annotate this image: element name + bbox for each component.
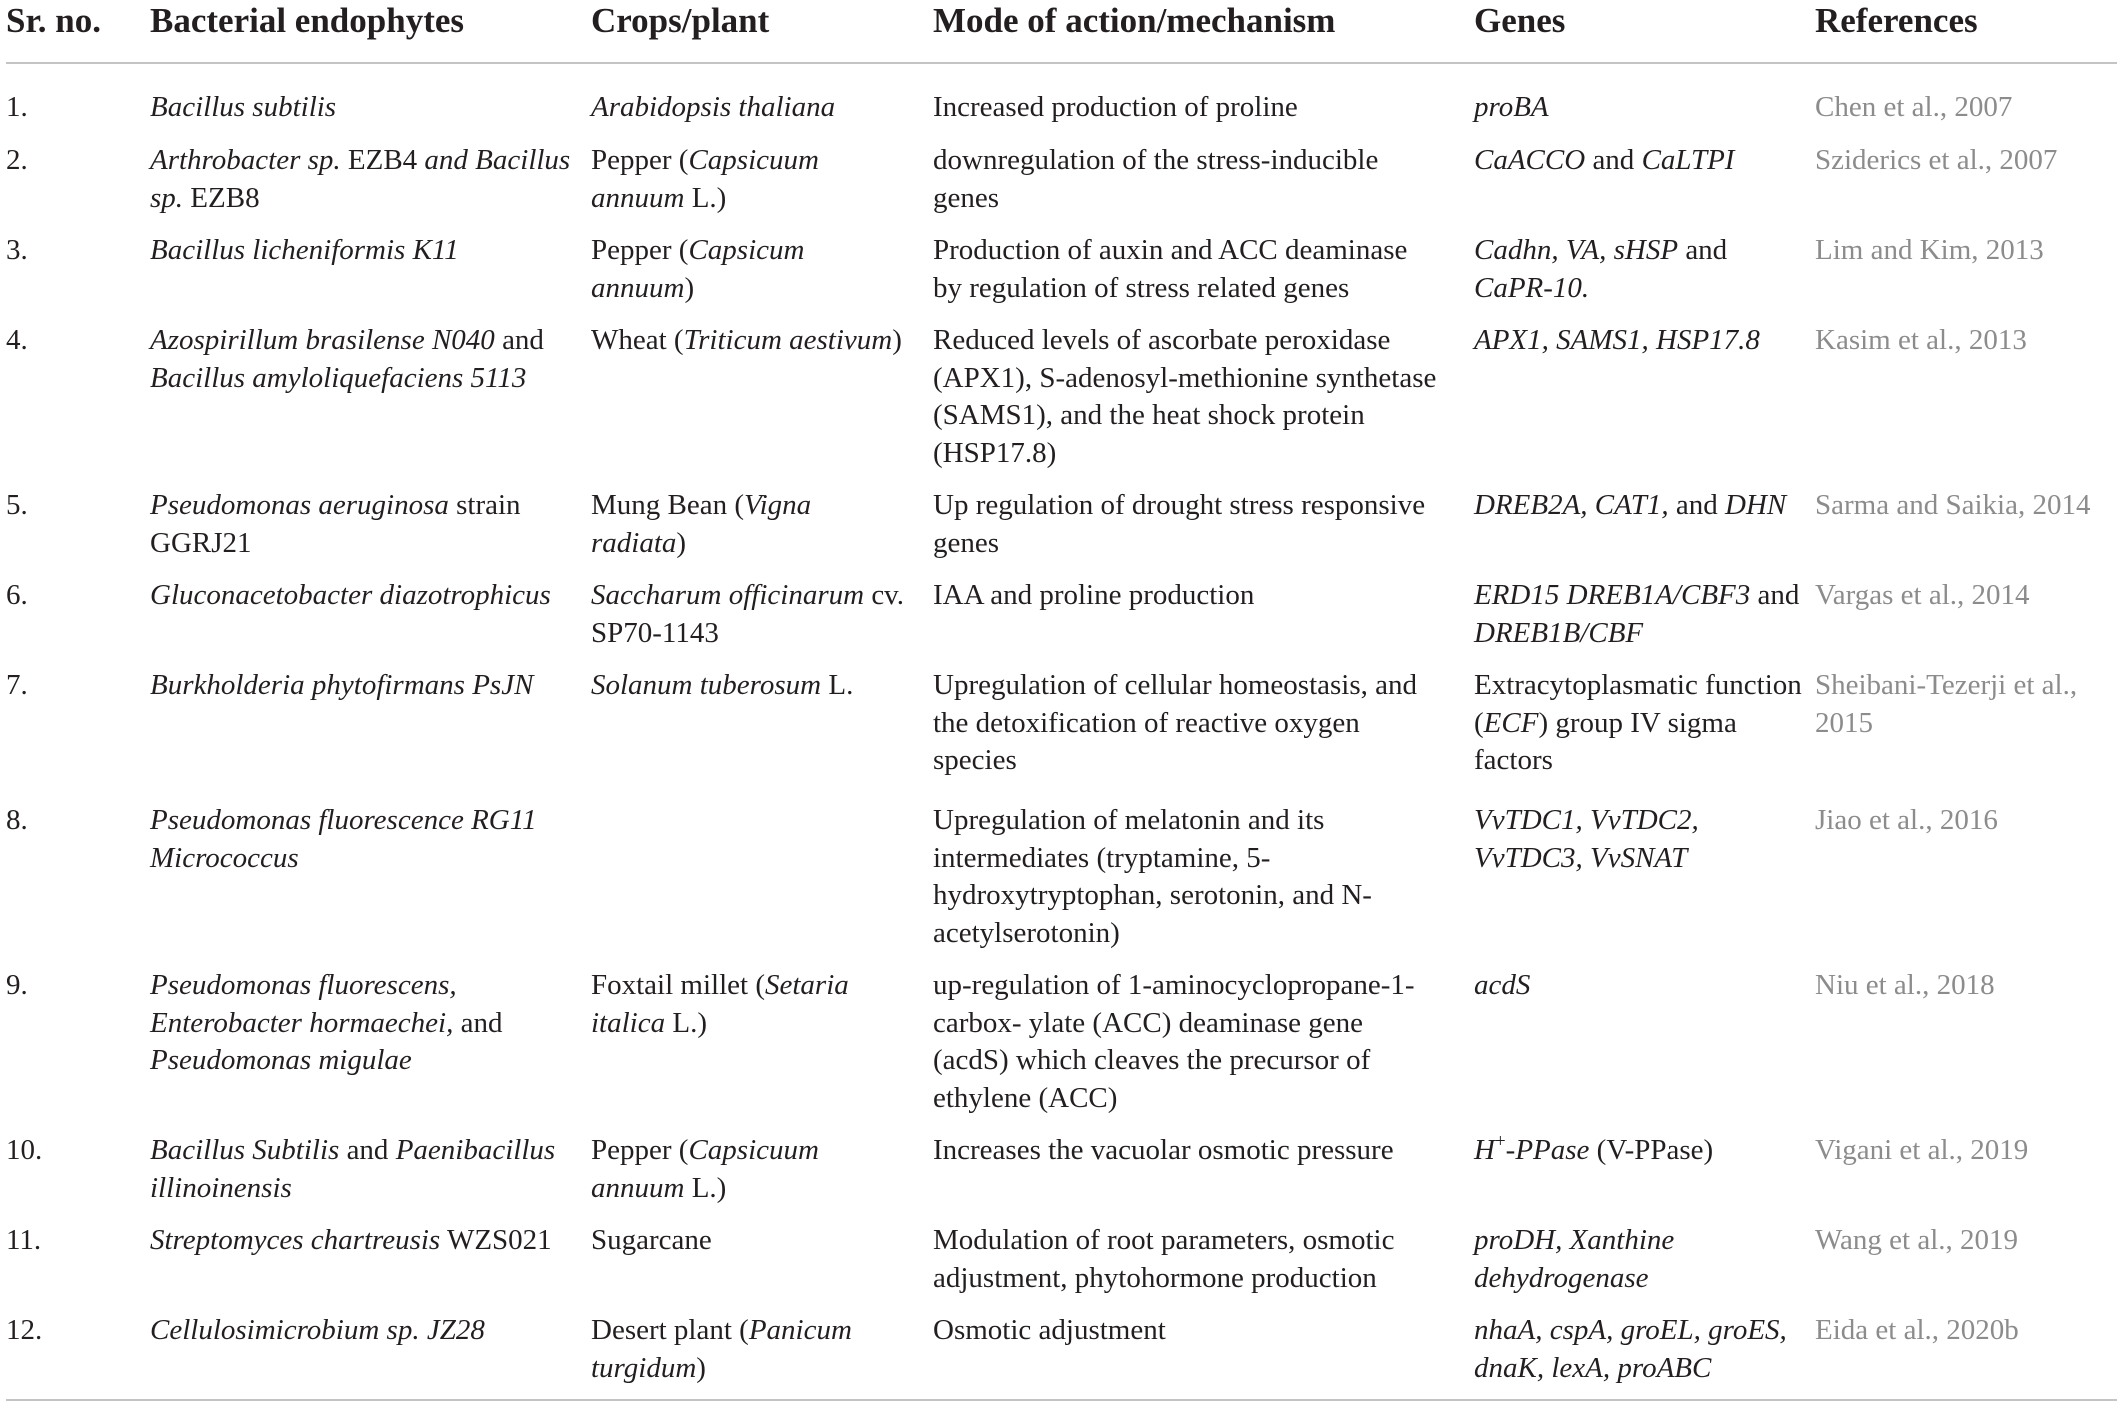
cell-mode-of-action <box>933 1132 1438 1170</box>
cell-text-segment: Bacillus licheniformis K11 <box>150 234 459 266</box>
header-genes: Genes <box>1474 1 1566 40</box>
cell-text-segment: ) <box>684 271 695 304</box>
cell-text-segment: CaPR-10. <box>1474 271 1590 304</box>
cell-text-segment: H <box>1474 1134 1495 1166</box>
cell-text-segment: Foxtail millet ( <box>591 969 765 1001</box>
cell-sr-no: 10. <box>6 1134 43 1166</box>
cell-reference: Vigani et al., 2019 <box>1815 1134 2029 1166</box>
cell-text-segment: Wheat ( <box>591 324 684 356</box>
cell-reference: Wang et al., 2019 <box>1815 1224 2019 1256</box>
cell-genes <box>1474 802 1804 877</box>
cell-mode-of-action <box>933 967 1438 1117</box>
cell-genes <box>1474 967 1804 1005</box>
cell-genes <box>1474 1222 1804 1297</box>
cell-text-segment: Burkholderia phytofirmans PsJN <box>150 669 534 701</box>
cell-sr-no: 8. <box>6 804 28 836</box>
cell-text-segment: ERD15 DREB1A/CBF3 <box>1474 579 1751 611</box>
cell-text-segment: L.) <box>684 181 727 214</box>
cell-text-segment: Pseudomonas aeruginosa <box>150 489 449 521</box>
cell-text-segment: Capsicuum annuum <box>591 144 819 214</box>
cell-sr-no: 4. <box>6 324 28 356</box>
cell-text-segment: IAA and proline production <box>933 579 1255 611</box>
cell-reference: Eida et al., 2020b <box>1815 1314 2019 1346</box>
cell-mode-of-action <box>933 667 1438 780</box>
cell-text-segment: L.) <box>665 1006 707 1039</box>
cell-bacterial-endophytes <box>150 487 580 562</box>
cell-text-segment: Azospirillum brasilense N040 <box>150 324 495 356</box>
cell-text-segment: CaACCO <box>1474 144 1586 176</box>
cell-reference: Vargas et al., 2014 <box>1815 579 2030 611</box>
cell-text-segment: Mung Bean ( <box>591 489 745 521</box>
cell-text-segment: strain GGRJ21 <box>150 489 521 559</box>
cell-text-segment: Solanum tuberosum <box>591 669 822 701</box>
cell-crop-plant <box>591 967 911 1042</box>
table-header <box>0 0 2117 62</box>
cell-reference: Kasim et al., 2013 <box>1815 324 2027 356</box>
cell-crop-plant <box>591 1132 911 1207</box>
cell-text-segment: Vigna radiata <box>591 489 812 559</box>
cell-text-segment: Extracytoplasmatic function ( <box>1474 669 1802 739</box>
cell-text-segment: Pepper ( <box>591 234 689 266</box>
cell-text-segment: Pepper ( <box>591 1134 689 1166</box>
cell-genes <box>1474 89 1804 127</box>
cell-text-segment: Increased production of proline <box>933 91 1298 123</box>
cell-text-segment: Up regulation of drought stress responsive genes <box>933 489 1426 559</box>
cell-sr-no: 11. <box>6 1224 42 1256</box>
cell-reference: Sarma and Saikia, 2014 <box>1815 489 2091 521</box>
cell-bacterial-endophytes <box>150 967 580 1080</box>
header-mode-of-action: Mode of action/mechanism <box>933 1 1336 40</box>
cell-text-segment: Capsicum annuum <box>591 234 805 304</box>
cell-sr-no: 6. <box>6 579 28 611</box>
cell-text-segment: Arthrobacter sp. <box>150 144 341 176</box>
cell-text-segment: Streptomyces chartreusis <box>150 1224 441 1256</box>
cell-reference: Lim and Kim, 2013 <box>1815 234 2044 266</box>
cell-text-segment: and <box>453 1006 503 1039</box>
cell-text-segment: Capsicuum annuum <box>591 1134 819 1204</box>
cell-mode-of-action <box>933 142 1438 217</box>
header-references: References <box>1815 1 1978 40</box>
cell-genes <box>1474 142 1804 180</box>
header-bacterial-endophytes: Bacterial endophytes <box>150 1 465 40</box>
cell-text-segment: downregulation of the stress-inducible genes <box>933 144 1379 214</box>
cell-genes <box>1474 322 1804 360</box>
cell-text-segment: Setaria italica <box>591 969 849 1039</box>
cell-text-segment: Saccharum officinarum <box>591 579 865 611</box>
header-rule <box>6 62 2117 64</box>
cell-genes <box>1474 667 1804 780</box>
cell-text-segment: EZB8 <box>183 181 260 214</box>
cell-text-segment: ) group IV sigma factors <box>1474 706 1737 776</box>
cell-text-segment: Paenibacillus illinoinensis <box>150 1134 556 1204</box>
cell-mode-of-action <box>933 802 1438 952</box>
cell-text-segment: Modulation of root parameters, osmotic adjustment, phytohormone production <box>933 1224 1395 1294</box>
cell-text-segment: and <box>1750 579 1800 611</box>
cell-text-segment: ) <box>696 1351 706 1384</box>
cell-mode-of-action <box>933 1222 1438 1297</box>
cell-bacterial-endophytes <box>150 577 580 615</box>
cell-text-segment: Bacillus subtilis <box>150 91 337 123</box>
cell-bacterial-endophytes <box>150 1312 580 1350</box>
cell-text-segment: Upregulation of cellular homeostasis, and the detoxification of reactive oxygen species <box>933 669 1418 776</box>
cell-sr-no: 5. <box>6 489 28 521</box>
cell-text-segment: Bacillus amyloliquefaciens 5113 <box>150 361 527 394</box>
cell-crop-plant <box>591 89 911 127</box>
cell-mode-of-action <box>933 322 1438 472</box>
cell-text-segment: Pepper ( <box>591 144 689 176</box>
cell-text-segment: and <box>1668 489 1726 521</box>
cell-text-segment: nhaA, cspA, groEL, groES, dnaK, lexA, proABC <box>1474 1314 1787 1384</box>
cell-reference: Jiao et al., 2016 <box>1815 804 1998 836</box>
cell-text-segment: + <box>1494 1131 1506 1152</box>
cell-genes <box>1474 1312 1804 1387</box>
cell-sr-no: 3. <box>6 234 28 266</box>
cell-text-segment: APX1, SAMS1, HSP17.8 <box>1474 324 1760 356</box>
cell-text-segment: DHN <box>1725 489 1787 521</box>
cell-bacterial-endophytes <box>150 802 580 877</box>
cell-genes <box>1474 1132 1804 1170</box>
cell-text-segment: DREB1B/CBF <box>1474 616 1644 649</box>
cell-text-segment: CaLTPI <box>1641 144 1735 176</box>
cell-genes <box>1474 487 1804 525</box>
cell-text-segment: L.) <box>684 1171 727 1204</box>
cell-text-segment: cv. SP70-1143 <box>591 579 905 649</box>
cell-sr-no: 2. <box>6 144 28 176</box>
cell-bacterial-endophytes <box>150 142 580 217</box>
cell-text-segment: Bacillus Subtilis <box>150 1134 340 1166</box>
cell-crop-plant <box>591 322 911 360</box>
cell-text-segment: Upregulation of melatonin and its intermediates (tryptamine, 5-hydroxytryptophan, serotonin, and N-acetylserotonin) <box>933 804 1372 949</box>
cell-mode-of-action <box>933 1312 1438 1350</box>
cell-text-segment: and <box>1585 144 1642 176</box>
cell-text-segment: Cellulosimicrobium sp. JZ28 <box>150 1314 485 1346</box>
cell-crop-plant <box>591 1222 911 1260</box>
cell-crop-plant <box>591 667 911 705</box>
cell-text-segment: and <box>494 324 544 356</box>
cell-text-segment: Gluconacetobacter diazotrophicus <box>150 579 551 611</box>
cell-text-segment: proDH, Xanthine dehydrogenase <box>1474 1224 1675 1294</box>
cell-text-segment: Increases the vacuolar osmotic pressure <box>933 1134 1394 1166</box>
cell-text-segment: Panicum turgidum <box>591 1314 852 1384</box>
cell-bacterial-endophytes <box>150 1132 580 1207</box>
cell-text-segment: Pseudomonas migulae <box>150 1044 412 1076</box>
cell-sr-no: 7. <box>6 669 28 701</box>
bottom-rule <box>6 1399 2117 1401</box>
cell-crop-plant <box>591 1312 911 1387</box>
cell-text-segment: and <box>424 144 468 176</box>
cell-crop-plant <box>591 577 911 652</box>
cell-text-segment: Triticum aestivum <box>683 324 893 356</box>
cell-reference: Chen et al., 2007 <box>1815 91 2013 123</box>
cell-genes <box>1474 232 1804 307</box>
cell-text-segment: Reduced levels of ascorbate peroxidase (APX1), S-adenosyl-methionine synthetase (SAMS1), and the heat shock protein (HSP17.8) <box>933 324 1437 469</box>
cell-text-segment: Osmotic adjustment <box>933 1314 1166 1346</box>
cell-text-segment: VvTDC1, VvTDC2, VvTDC3, VvSNAT <box>1474 804 1699 874</box>
cell-text-segment: EZB4 <box>340 144 425 176</box>
header-sr-no: Sr. no. <box>6 1 102 40</box>
cell-sr-no: 1. <box>6 91 28 123</box>
cell-mode-of-action <box>933 232 1438 307</box>
cell-text-segment: up-regulation of 1-aminocyclopropane-1-carbox- ylate (ACC) deaminase gene (acdS) which cleaves the precursor of ethylene (ACC) <box>933 969 1415 1114</box>
cell-reference: Sheibani-Tezerji et al., 2015 <box>1815 669 2078 739</box>
cell-text-segment: Arabidopsis thaliana <box>591 91 836 123</box>
cell-mode-of-action <box>933 89 1438 127</box>
cell-sr-no: 12. <box>6 1314 43 1346</box>
cell-text-segment: Production of auxin and ACC deaminase by regulation of stress related genes <box>933 234 1408 304</box>
cell-bacterial-endophytes <box>150 1222 580 1260</box>
cell-text-segment: Pseudomonas fluorescens, Enterobacter hormaechei, <box>150 969 457 1039</box>
cell-text-segment: and <box>1678 234 1728 266</box>
cell-reference: Sziderics et al., 2007 <box>1815 144 2058 176</box>
cell-text-segment: Pseudomonas fluorescence RG11 Micrococcus <box>150 804 537 874</box>
cell-text-segment: Desert plant ( <box>591 1314 749 1346</box>
cell-text-segment: WZS021 <box>440 1224 552 1256</box>
cell-crop-plant <box>591 232 911 307</box>
cell-text-segment: ) <box>892 324 902 356</box>
header-crops-plant: Crops/plant <box>591 1 770 40</box>
cell-text-segment: Cadhn, VA, sHSP <box>1474 234 1679 266</box>
cell-mode-of-action <box>933 487 1438 562</box>
cell-text-segment: DREB2A, CAT1, <box>1474 489 1669 521</box>
cell-text-segment: Bacillus sp. <box>150 144 571 214</box>
cell-bacterial-endophytes <box>150 322 580 397</box>
cell-genes <box>1474 577 1804 652</box>
cell-bacterial-endophytes <box>150 232 580 270</box>
cell-text-segment: acdS <box>1474 969 1531 1001</box>
cell-text-segment: -PPase <box>1505 1134 1590 1166</box>
cell-bacterial-endophytes <box>150 89 580 127</box>
cell-text-segment: (V-PPase) <box>1589 1134 1714 1166</box>
cell-text-segment: Sugarcane <box>591 1224 712 1256</box>
cell-text-segment: ) <box>676 526 687 559</box>
cell-crop-plant <box>591 142 911 217</box>
cell-bacterial-endophytes <box>150 667 580 705</box>
cell-sr-no: 9. <box>6 969 28 1001</box>
cell-crop-plant <box>591 487 911 562</box>
cell-text-segment: ECF <box>1483 706 1539 739</box>
cell-text-segment: and <box>339 1134 396 1166</box>
cell-mode-of-action <box>933 577 1438 615</box>
cell-text-segment: proBA <box>1474 91 1549 123</box>
cell-reference: Niu et al., 2018 <box>1815 969 1995 1001</box>
cell-text-segment: L. <box>821 669 854 701</box>
